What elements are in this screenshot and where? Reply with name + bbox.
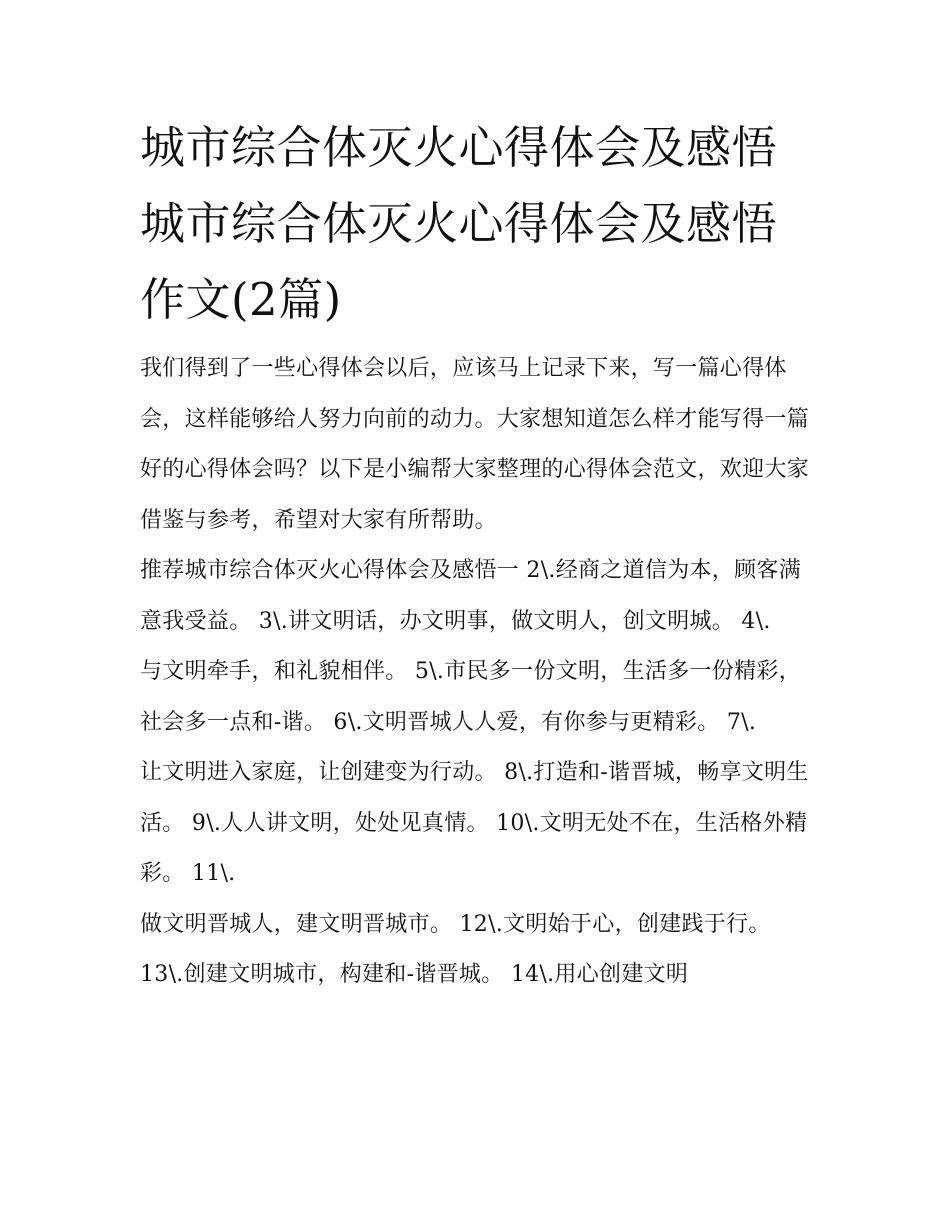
body-paragraph-4: 做文明晋城人，建文明晋城市。 12\.文明始于心，创建践于行。 13\.创建文明城市，构建和-谐晋城。 14\.用心创建文明 [140,911,771,987]
body-paragraph-1: 推荐城市综合体灭火心得体会及感悟一 2\.经商之道信为本，顾客满意我受益。 3\.讲文明话，办文明事，做文明人，创文明城。 4\. [140,558,801,634]
body-paragraph-3: 让文明进入家庭，让创建变为行动。 8\.打造和-谐晋城，畅享文明生活。 9\.人人讲文明，处处见真情。 10\.文明无处不在，生活格外精彩。 11\. [140,760,809,886]
document-page [140,110,812,1001]
document-title: 城市综合体灭火心得体会及感悟 城市综合体灭火心得体会及感悟作文(2篇) [140,121,778,326]
body-paragraph-2: 与文明牵手，和礼貌相伴。 5\.市民多一份文明，生活多一份精彩，社会多一点和-谐。 6\.文明晋城人人爱，有你参与更精彩。 7\. [140,659,801,735]
intro-paragraph: 我们得到了一些心得体会以后，应该马上记录下来，写一篇心得体会，这样能够给人努力向前的动力。大家想知道怎么样才能写得一篇好的心得体会吗？以下是小编帮大家整理的心得体会范文，欢迎大家借鉴与参考，希望对大家有所帮助。 [140,356,810,533]
